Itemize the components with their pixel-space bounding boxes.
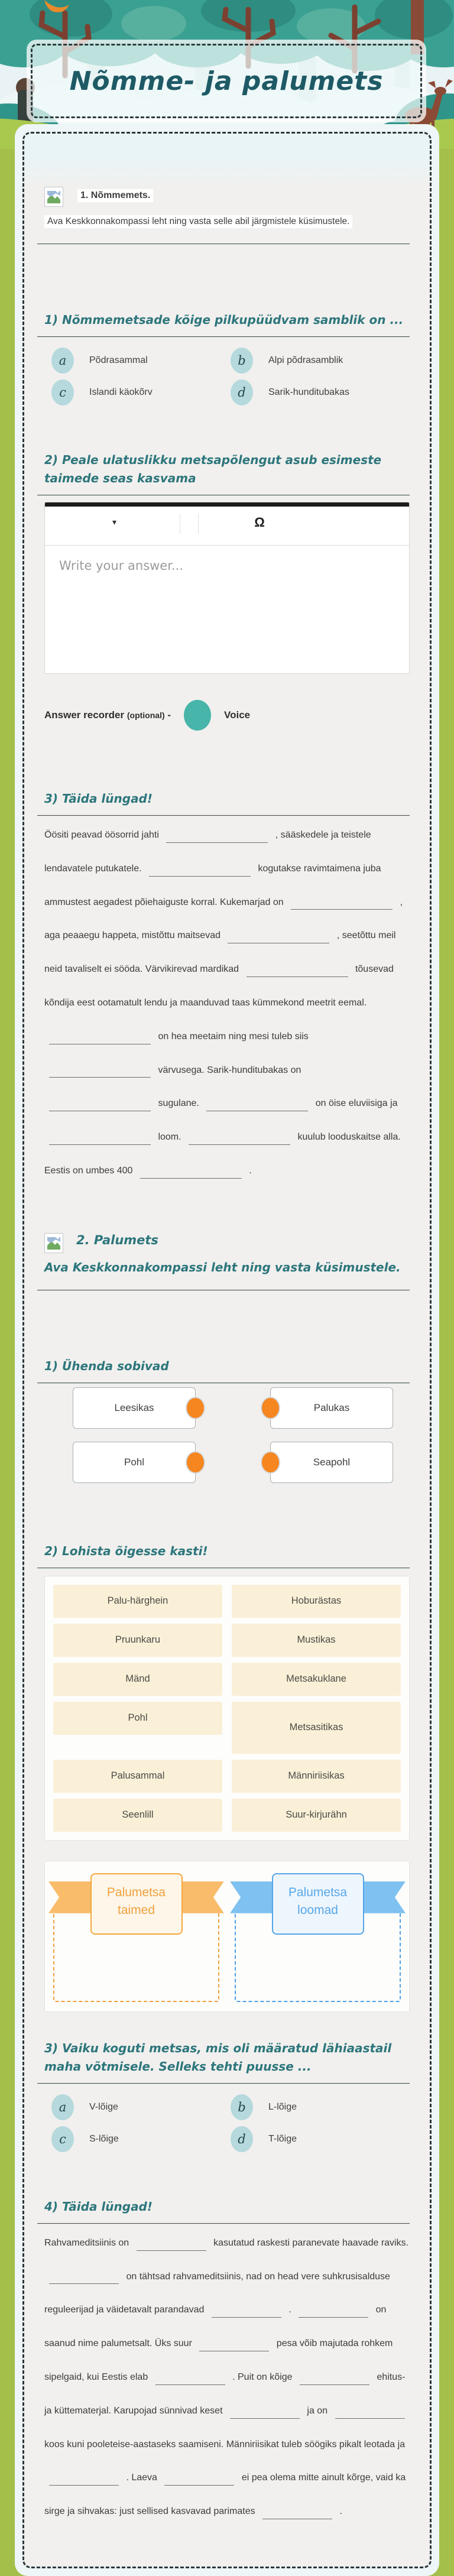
answer-blank-field[interactable]	[291, 900, 393, 910]
page-title: Nõmme- ja palumets	[69, 66, 384, 96]
voice-record-button[interactable]	[184, 700, 211, 731]
match-item[interactable]	[270, 1387, 393, 1429]
match-item[interactable]	[270, 1442, 393, 1483]
option-letter-badge[interactable]: d	[231, 2126, 253, 2152]
question-1-heading: 1) Nõmmemetsade kõige pilkupüüdvam samblik on ...	[44, 313, 404, 327]
question-3-heading: 3) Täida lüngad!	[44, 791, 153, 806]
editor-toolbar	[45, 507, 409, 546]
drag-item[interactable]: Mustikas	[232, 1624, 401, 1657]
answer-blank-field[interactable]	[230, 2409, 300, 2419]
option-d[interactable]	[231, 379, 410, 406]
drop-zones-panel	[44, 1861, 410, 2012]
dropzone-animals[interactable]	[235, 1873, 401, 2002]
answer-blank-field[interactable]	[49, 2476, 119, 2486]
match-item-label: Palukas	[313, 1401, 350, 1413]
question-2-heading: 2) Lohista õigesse kasti!	[44, 1543, 208, 1558]
answer-blank-field[interactable]	[300, 2376, 369, 2385]
fill-gaps-paragraph: Rahvameditsiinis on kasutatud raskesti paranevate haavade raviks. on tähtsad rahvameditsiinis, nad on head vere suhkrusisalduse reguleerijad ja väidetavalt parandavad . on saanud nime palumetsalt. Üks suur pesa võib majutada rohkem sipelgaid, kui Eestis elab . Puit on kõige ehitus- ja küttematerjal. Karupojad sünnivad keset ja on koos kuni pooleteise-aastaseks saamiseni. Männiriisikat tuleb söögiks pikalt leotada ja . Laeva ei pea olema mitte ainult kõrge, vaid ka sirge ja sihvakas: just sellised kasvavad parimates .	[44, 2227, 410, 2529]
option-label: Sarik-hunditubakas	[268, 387, 349, 397]
question-3-heading: 3) Vaiku koguti metsas, mis oli määratud lähiaastail maha võtmisele. Selleks tehti puusse ...	[44, 2040, 392, 2074]
drag-column-right	[232, 1585, 401, 1832]
task-2-heading: 2. Palumets	[76, 1232, 158, 1247]
ribbon-banner	[48, 1873, 224, 1937]
answer-blank-field[interactable]	[206, 1102, 308, 1111]
match-item-label: Seapohl	[313, 1456, 351, 1468]
recorder-optional-text: (optional)	[127, 710, 165, 720]
option-c[interactable]	[51, 379, 231, 406]
answer-blank-field[interactable]	[262, 2510, 332, 2519]
option-label: Põdrasammal	[89, 355, 148, 365]
drag-column-left	[53, 1585, 222, 1832]
answer-recorder-label	[44, 709, 171, 721]
drag-item[interactable]: Hoburästas	[232, 1585, 401, 1618]
drag-item[interactable]: Mänd	[53, 1663, 222, 1696]
task-2-instruction: Ava Keskkonnakompassi leht ning vasta küsimustele.	[44, 1260, 401, 1274]
ribbon-banner	[230, 1873, 406, 1937]
matching-left-column	[73, 1387, 196, 1483]
answer-placeholder: Write your answer...	[59, 559, 183, 573]
ribbon-tail-icon	[176, 1881, 225, 1913]
match-item[interactable]	[73, 1442, 196, 1483]
recorder-separator: -	[167, 709, 171, 721]
question-1-options	[44, 347, 410, 406]
answer-blank-field[interactable]	[164, 2476, 234, 2486]
option-b[interactable]	[231, 347, 410, 374]
option-b[interactable]	[231, 2094, 410, 2121]
editor-top-bar	[45, 502, 409, 507]
option-c[interactable]	[51, 2126, 231, 2153]
broken-image-icon	[44, 1233, 63, 1253]
drag-item[interactable]: Metsakuklane	[232, 1663, 401, 1696]
option-label: T-lõige	[268, 2133, 297, 2144]
answer-recorder-row	[44, 700, 410, 731]
match-connector-dot[interactable]	[261, 1397, 280, 1419]
voice-label: Voice	[224, 709, 251, 721]
match-connector-dot[interactable]	[261, 1451, 280, 1474]
option-label: Alpi põdrasamblik	[268, 355, 343, 365]
option-letter-badge[interactable]: d	[231, 379, 253, 405]
fill-gaps-paragraph: Öösiti peavad öösorrid jahti , sääskedele ja teistele lendavatele putukatele. kogutakse ravimtaimena juba ammustest aegadest põiehaiguste korral. Kukemarjad on , aga peaaegu happeta, mistõttu maitsevad , seetõttu meil neid tavaliselt ei sööda. Värvikirevad mardikad tõusevad kõndija eest ootamatult lendu ja maanduvad taas kümmekond meetrit eemal. on hea meetaim ning mesi tuleb siis värvusega. Sarik-hunditubakas on sugulane. on öise eluviisiga ja loom. kuulub looduskaitse alla. Eestis on umbes 400 .	[44, 819, 410, 1188]
option-label: Islandi käokõrv	[89, 387, 153, 397]
match-item-label: Pohl	[124, 1456, 145, 1468]
answer-blank-field[interactable]	[137, 2241, 206, 2251]
option-d[interactable]	[231, 2126, 410, 2153]
answer-blank-field[interactable]	[247, 968, 348, 977]
broken-image-icon	[44, 187, 63, 207]
divider	[37, 1383, 410, 1384]
answer-blank-field[interactable]	[212, 2308, 281, 2318]
drag-item[interactable]: Pohl	[53, 1702, 222, 1735]
toolbar-divider	[198, 514, 199, 534]
answer-blank-field[interactable]	[335, 2409, 405, 2419]
question-4-heading: 4) Täida lüngad!	[44, 2199, 153, 2214]
question-1-heading: 1) Ühenda sobivad	[44, 1358, 169, 1373]
divider	[37, 2083, 410, 2084]
dropzone-title: Palumetsa loomad	[272, 1873, 364, 1935]
ribbon-tail-icon	[357, 1881, 406, 1913]
option-letter-badge[interactable]: c	[51, 2126, 74, 2152]
answer-blank-field[interactable]	[299, 2308, 368, 2318]
task-1-heading: 1. Nõmmemets.	[77, 189, 153, 202]
matching-right-column	[270, 1387, 393, 1483]
divider	[37, 2223, 410, 2224]
worksheet-card	[15, 124, 439, 2576]
divider	[37, 495, 410, 496]
match-item[interactable]	[73, 1387, 196, 1429]
paragraph-dropdown-icon[interactable]: ▾	[112, 517, 116, 527]
task-1-instruction: Ava Keskkonnakompassi leht ning vasta selle abil järgmistele küsimustele.	[44, 215, 352, 228]
answer-blank-field[interactable]	[140, 1169, 242, 1179]
recorder-label-text: Answer recorder	[44, 709, 125, 721]
answer-blank-field[interactable]	[228, 934, 329, 943]
drag-item[interactable]: Seenlill	[53, 1799, 222, 1832]
option-letter-badge[interactable]: a	[51, 2094, 74, 2120]
option-letter-badge[interactable]: b	[231, 2094, 253, 2120]
option-letter-badge[interactable]: b	[231, 348, 253, 374]
option-a[interactable]	[51, 347, 231, 374]
drag-item[interactable]: Männiriisikas	[232, 1760, 401, 1793]
answer-blank-field[interactable]	[166, 833, 268, 843]
divider	[37, 1568, 410, 1569]
drag-item[interactable]: Palusammal	[53, 1760, 222, 1793]
option-a[interactable]	[51, 2094, 231, 2121]
answer-blank-field[interactable]	[49, 1135, 151, 1145]
option-letter-badge[interactable]: a	[51, 348, 74, 374]
answer-blank-field[interactable]	[189, 1135, 290, 1145]
drag-item[interactable]: Palu-härghein	[53, 1585, 222, 1618]
answer-blank-field[interactable]	[199, 2342, 269, 2351]
option-label: V-lõige	[89, 2101, 118, 2112]
drag-item[interactable]: Metsasitikas	[232, 1702, 401, 1754]
answer-text-area[interactable]	[45, 546, 409, 673]
match-connector-dot[interactable]	[186, 1397, 205, 1419]
answer-blank-field[interactable]	[49, 1035, 151, 1044]
option-label: L-lõige	[268, 2101, 297, 2112]
answer-blank-field[interactable]	[49, 2275, 119, 2284]
divider	[37, 336, 410, 338]
divider	[37, 1290, 410, 1291]
worksheet-title-card	[31, 44, 422, 118]
match-item-label: Leesikas	[114, 1401, 154, 1413]
worksheet-body	[22, 132, 432, 2568]
answer-blank-field[interactable]	[149, 867, 251, 877]
question-2-heading: 2) Peale ulatuslikku metsapõlengut asub esimeste taimede seas kasvama	[44, 453, 382, 485]
drag-item[interactable]: Pruunkaru	[53, 1624, 222, 1657]
dropzone-title: Palumetsa taimed	[90, 1873, 183, 1935]
option-label: S-lõige	[89, 2133, 119, 2144]
divider	[37, 815, 410, 816]
answer-blank-field[interactable]	[49, 1102, 151, 1111]
answer-blank-field[interactable]	[49, 1068, 151, 1078]
drag-item[interactable]: Suur-kirjurähn	[232, 1799, 401, 1832]
special-character-button[interactable]: Ω	[254, 515, 265, 530]
rich-text-editor[interactable]	[44, 502, 410, 674]
option-letter-badge[interactable]: c	[51, 379, 74, 405]
dropzone-plants[interactable]	[53, 1873, 219, 2002]
answer-blank-field[interactable]	[155, 2376, 225, 2385]
drag-items-panel	[44, 1576, 410, 1841]
divider	[37, 244, 410, 245]
question-3-options	[44, 2094, 410, 2153]
match-connector-dot[interactable]	[186, 1451, 205, 1474]
matching-question	[44, 1387, 410, 1483]
